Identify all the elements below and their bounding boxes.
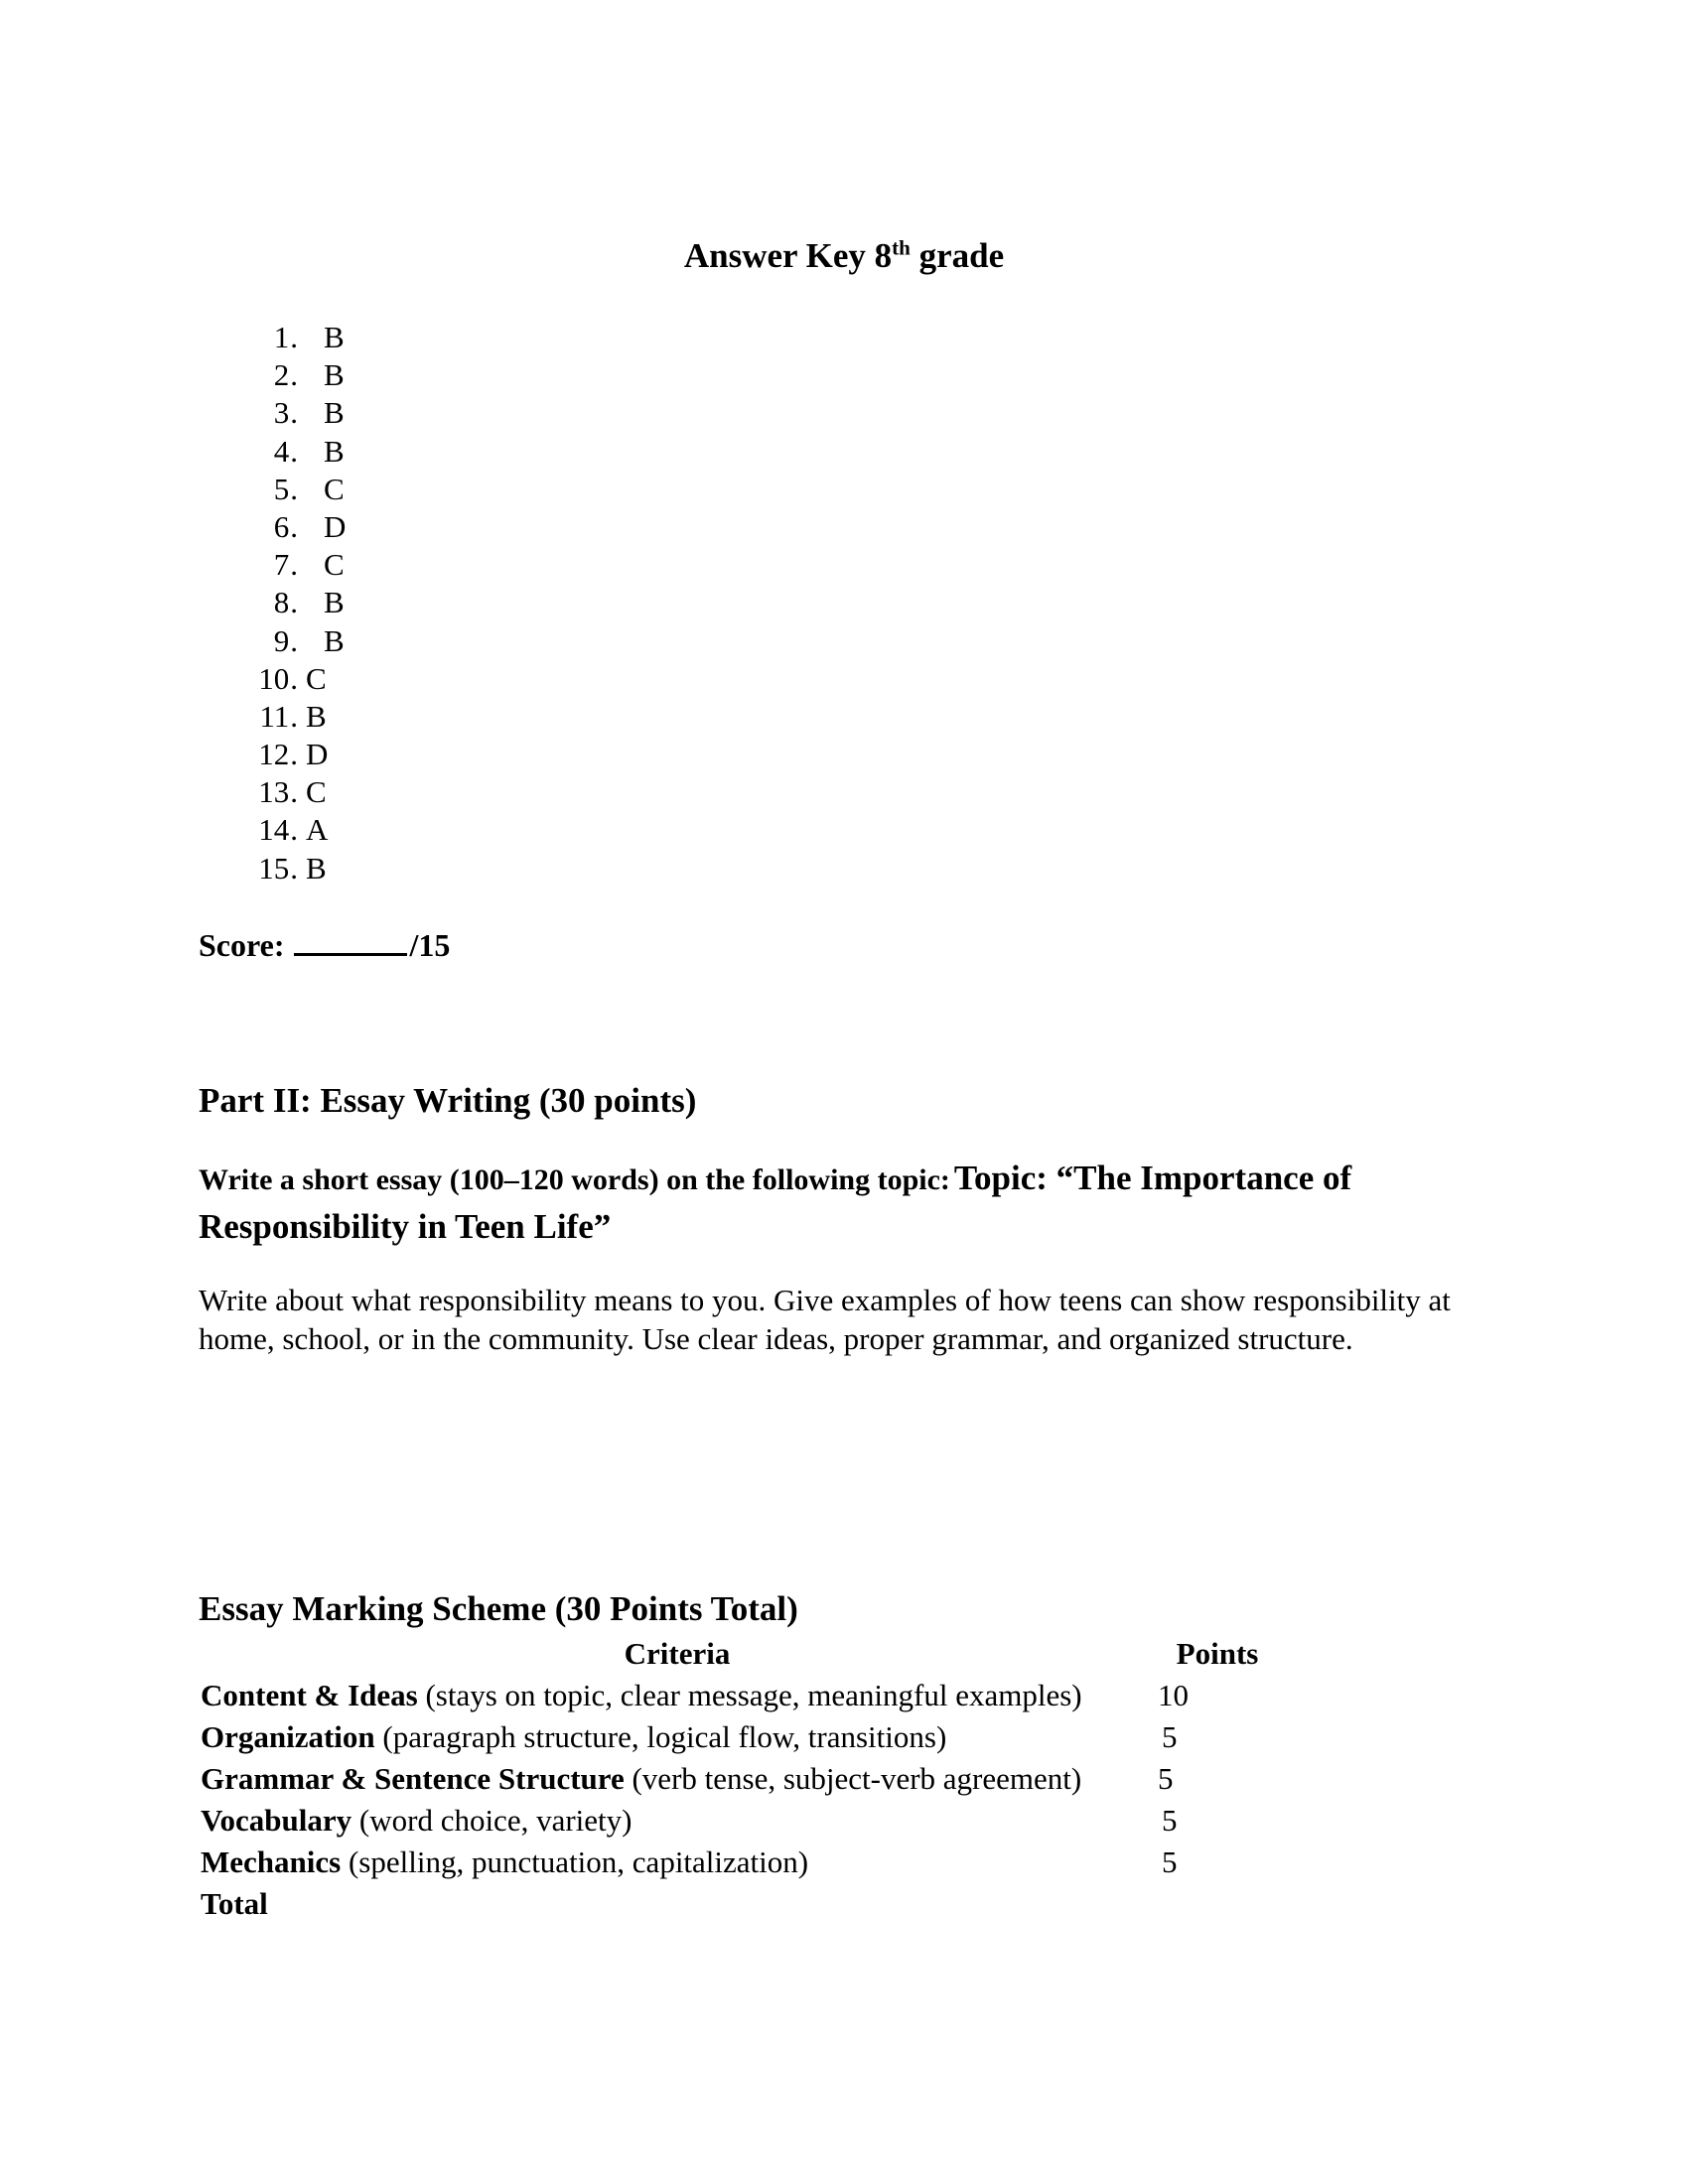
answer-number: 11.: [259, 698, 298, 734]
total-label: Total: [201, 1886, 268, 1921]
score-blank-line: [294, 927, 407, 956]
answer-letter: C: [306, 660, 327, 696]
criteria-cell: [199, 1842, 1156, 1883]
criteria-description: (verb tense, subject-verb agreement): [624, 1761, 1082, 1796]
part-two-heading: Part II: Essay Writing (30 points): [199, 1081, 697, 1120]
column-header-criteria: Criteria: [624, 1636, 731, 1671]
marking-scheme-heading: Essay Marking Scheme (30 Points Total): [199, 1589, 798, 1628]
answer-item: [234, 319, 346, 356]
answer-number: 12.: [258, 737, 298, 772]
total-points-cell: [1156, 1883, 1279, 1925]
points-cell: 5: [1158, 1761, 1174, 1796]
essay-instruction: [199, 1158, 1489, 1255]
answer-item: [234, 433, 346, 471]
answer-letter: C: [306, 774, 327, 810]
criteria-cell: [199, 1675, 1156, 1716]
table-row: [199, 1800, 1279, 1842]
answer-number: 13.: [258, 774, 298, 810]
answer-item: [234, 622, 346, 660]
marking-scheme-table: [199, 1633, 1279, 1925]
answer-letter: D: [306, 737, 329, 772]
answer-letter: B: [324, 395, 345, 431]
points-cell: 5: [1162, 1844, 1178, 1879]
answer-number: 10.: [258, 660, 298, 696]
answer-letter: C: [324, 547, 345, 583]
table-row: [199, 1758, 1279, 1800]
criteria-name: Content & Ideas: [201, 1678, 418, 1712]
criteria-name: Grammar & Sentence Structure: [201, 1761, 625, 1796]
criteria-cell: [199, 1716, 1156, 1758]
answer-item: [234, 811, 346, 849]
criteria-description: (stays on topic, clear message, meaningful examples): [417, 1678, 1082, 1712]
title-suffix: grade: [910, 236, 1005, 275]
answer-item: [234, 356, 346, 394]
column-header-points: Points: [1176, 1636, 1259, 1671]
answer-number: 8.: [273, 585, 298, 620]
score-label: Score:: [199, 927, 285, 963]
answer-number: 15.: [258, 850, 298, 886]
answer-number: 14.: [258, 812, 298, 848]
answer-item: [234, 698, 346, 736]
table-row: [199, 1675, 1279, 1716]
answer-item: [234, 660, 346, 698]
criteria-description: (paragraph structure, logical flow, transitions): [374, 1719, 947, 1754]
answer-item: [234, 850, 346, 887]
page-title: [0, 234, 1688, 278]
instruction-text: Write a short essay (100–120 words) on the following topic:: [199, 1163, 950, 1196]
answer-item: [234, 394, 346, 432]
answer-letter: D: [324, 508, 347, 544]
criteria-cell: [199, 1758, 1156, 1800]
criteria-cell: [199, 1800, 1156, 1842]
score-line: [199, 925, 450, 965]
answer-letter: A: [306, 812, 329, 848]
answer-letter: B: [324, 320, 345, 354]
answer-number: 7.: [273, 547, 298, 583]
answer-number: 4.: [273, 433, 298, 469]
answer-number: 6.: [273, 508, 298, 544]
answer-item: [234, 584, 346, 621]
criteria-description: (word choice, variety): [352, 1803, 633, 1838]
essay-prompt: Write about what responsibility means to you. Give examples of how teens can show responsibility at home, school, or in the community. Use clear ideas, proper grammar, and organized structure.: [199, 1283, 1451, 1356]
essay-topic: Topic: “The Importance of Responsibility in Teen Life”: [199, 1159, 1352, 1246]
points-cell: 10: [1158, 1678, 1189, 1712]
answer-number: 3.: [273, 395, 298, 431]
points-cell: 5: [1162, 1803, 1178, 1838]
answer-item: [234, 508, 346, 546]
answer-item: [234, 471, 346, 508]
answer-key-list: [234, 319, 346, 887]
table-total-row: [199, 1883, 1279, 1925]
answer-letter: B: [324, 622, 345, 658]
answer-number: 9.: [273, 622, 298, 658]
points-cell: 5: [1162, 1719, 1178, 1754]
criteria-name: Vocabulary: [201, 1803, 352, 1838]
answer-letter: C: [324, 471, 345, 506]
answer-letter: B: [324, 357, 345, 393]
answer-number: 5.: [273, 471, 298, 506]
table-row: [199, 1842, 1279, 1883]
answer-number: 1.: [273, 320, 298, 354]
answer-number: 2.: [273, 357, 298, 393]
answer-letter: B: [306, 698, 327, 734]
table-row: [199, 1716, 1279, 1758]
criteria-name: Organization: [201, 1719, 375, 1754]
answer-item: [234, 546, 346, 584]
answer-item: [234, 773, 346, 811]
answer-letter: B: [324, 585, 345, 620]
score-total: /15: [409, 927, 451, 963]
criteria-description: (spelling, punctuation, capitalization): [341, 1844, 809, 1879]
title-superscript: th: [892, 235, 911, 260]
answer-letter: B: [306, 850, 327, 886]
answer-letter: B: [324, 433, 345, 469]
answer-item: [234, 736, 346, 773]
title-prefix: Answer Key 8: [683, 236, 893, 275]
criteria-name: Mechanics: [201, 1844, 342, 1879]
table-header-row: [199, 1633, 1279, 1675]
